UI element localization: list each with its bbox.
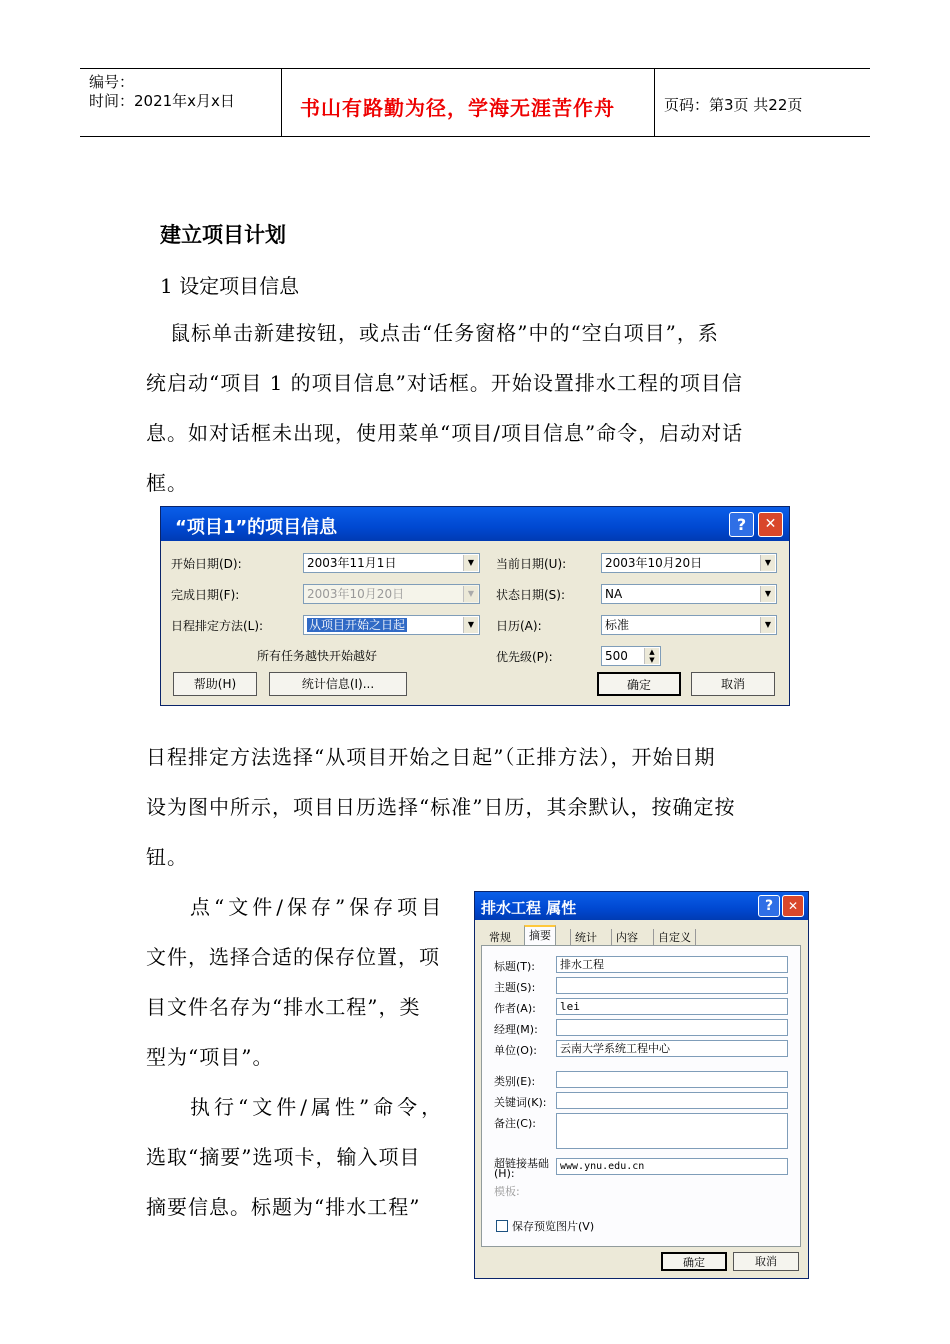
subject-field[interactable] [556, 977, 788, 994]
tab-custom[interactable]: 自定义 [653, 929, 696, 945]
paragraph-1-line: 鼠标单击新建按钮，或点击“任务窗格”中的“空白项目”，系 [170, 321, 719, 345]
paragraph-1-line: 息。如对话框未出现，使用菜单“项目/项目信息”命令，启动对话 [146, 421, 744, 445]
tab-contents[interactable]: 内容 [611, 929, 642, 945]
properties-title-bar [475, 892, 808, 920]
properties-dialog [474, 891, 809, 1279]
schedule-from-label: 日程排定方法(L): [171, 619, 264, 633]
status-date-dropdown-icon[interactable]: ▼ [760, 586, 775, 602]
save-preview-checkbox[interactable] [496, 1220, 508, 1232]
properties-title: 排水工程 属性 [481, 899, 577, 917]
keywords-field[interactable] [556, 1092, 788, 1109]
header-number-label: 编号： [89, 73, 135, 91]
paragraph-3-line: 目文件名存为“排水工程”，类 [146, 995, 421, 1019]
category-label: 类别(E): [494, 1075, 536, 1088]
calendar-value: 标准 [605, 618, 630, 632]
paragraph-2-line: 日程排定方法选择“从项目开始之日起”（正排方法），开始日期 [146, 745, 716, 769]
finish-date-label: 完成日期(F): [171, 588, 240, 602]
subsection-title: 1 设定项目信息 [160, 274, 300, 298]
paragraph-3-line: 摘要信息。标题为“排水工程” [146, 1195, 421, 1219]
tab-general[interactable]: 常规 [489, 931, 511, 944]
paragraph-2-line: 钮。 [146, 845, 188, 869]
title-label: 标题(T): [494, 960, 536, 973]
properties-ok-button[interactable]: 确定 [661, 1252, 727, 1271]
paragraph-1-line: 框。 [146, 471, 188, 495]
manager-label: 经理(M): [494, 1023, 538, 1036]
close-icon[interactable]: ✕ [758, 512, 783, 537]
paragraph-3-line: 选取“摘要”选项卡，输入项目 [146, 1145, 421, 1169]
paragraph-2 [146, 732, 826, 882]
ok-button[interactable]: 确定 [597, 672, 681, 696]
priority-stepper[interactable] [601, 646, 661, 666]
header-top-rule [80, 68, 870, 69]
project-info-title: “项目1”的项目信息 [175, 517, 338, 538]
status-date-value: NA [605, 587, 623, 601]
close-icon[interactable]: ✕ [782, 895, 804, 917]
section-title: 建立项目计划 [160, 223, 286, 247]
priority-value: 500 [605, 649, 628, 663]
current-date-dropdown-icon[interactable]: ▼ [760, 555, 775, 571]
company-label: 单位(O): [494, 1044, 537, 1057]
paragraph-3-line: 型为“项目”。 [146, 1045, 274, 1069]
paragraph-3-line: 执行“文件/属性”命令， [190, 1095, 446, 1119]
hyperlink-base-label-key: (H): [494, 1167, 515, 1180]
subject-label: 主题(S): [494, 981, 536, 994]
calendar-select[interactable] [601, 615, 777, 635]
properties-cancel-button[interactable]: 取消 [733, 1252, 799, 1271]
author-field[interactable]: lei [556, 998, 788, 1015]
title-field[interactable]: 排水工程 [556, 956, 788, 973]
header-bottom-rule [80, 136, 870, 137]
status-date-field[interactable] [601, 584, 777, 604]
schedule-from-select[interactable] [303, 615, 480, 635]
paragraph-1-line: 统启动“项目 1 的项目信息”对话框。开始设置排水工程的项目信 [146, 371, 743, 395]
header-divider-right [654, 68, 655, 136]
tab-summary-label: 摘要 [529, 929, 551, 942]
calendar-dropdown-icon[interactable]: ▼ [760, 617, 775, 633]
paragraph-2-line: 设为图中所示，项目日历选择“标准”日历，其余默认，按确定按 [146, 795, 736, 819]
template-label: 模板: [494, 1185, 520, 1198]
calendar-label: 日历(A): [496, 619, 542, 633]
project-info-dialog [160, 506, 790, 706]
summary-panel [481, 945, 801, 1247]
header-motto: 书山有路勤为径，学海无涯苦作舟 [300, 96, 615, 120]
company-field[interactable]: 云南大学系统工程中心 [556, 1040, 788, 1057]
hyperlink-base-field[interactable]: www.ynu.edu.cn [556, 1158, 788, 1175]
statistics-button[interactable]: 统计信息(I)... [269, 672, 407, 696]
schedule-from-value: 从项目开始之日起 [309, 618, 406, 632]
paragraph-3-line: 点“文件/保存”保存项目 [190, 895, 446, 919]
priority-label: 优先级(P): [496, 650, 553, 664]
cancel-button[interactable]: 取消 [691, 672, 775, 696]
current-date-label: 当前日期(U): [496, 557, 567, 571]
header-divider-left [281, 68, 282, 136]
start-date-value: 2003年11月1日 [307, 556, 397, 570]
header-time-label: 时间：2021年x月x日 [89, 92, 235, 110]
help-icon[interactable]: ? [729, 512, 754, 537]
priority-spin-icon[interactable]: ▲ ▼ [644, 648, 659, 664]
current-date-field[interactable] [601, 553, 777, 573]
current-date-value: 2003年10月20日 [605, 556, 703, 570]
finish-date-dropdown-icon: ▼ [463, 586, 478, 602]
author-label: 作者(A): [494, 1002, 536, 1015]
paragraph-1 [146, 308, 826, 508]
tab-statistics[interactable]: 统计 [570, 929, 601, 945]
schedule-note: 所有任务越快开始越好 [257, 649, 378, 663]
comments-label: 备注(C): [494, 1117, 536, 1130]
start-date-dropdown-icon[interactable]: ▼ [463, 555, 478, 571]
help-icon[interactable]: ? [758, 895, 780, 917]
status-date-label: 状态日期(S): [496, 588, 566, 602]
hyperlink-base-label: 超链接基础 [494, 1157, 549, 1170]
help-button[interactable]: 帮助(H) [173, 672, 257, 696]
header-page-info: 页码：第3页 共22页 [664, 96, 803, 114]
schedule-from-dropdown-icon[interactable]: ▼ [463, 617, 478, 633]
paragraph-3-line: 文件，选择合适的保存位置，项 [146, 945, 440, 969]
keywords-label: 关键词(K): [494, 1096, 547, 1109]
finish-date-field [303, 584, 480, 604]
finish-date-value: 2003年10月20日 [307, 587, 405, 601]
paragraph-3 [146, 882, 476, 1232]
project-info-title-bar [161, 507, 789, 541]
start-date-label: 开始日期(D): [171, 557, 242, 571]
save-preview-label: 保存预览图片(V) [512, 1220, 595, 1233]
category-field[interactable] [556, 1071, 788, 1088]
comments-field[interactable] [556, 1113, 788, 1149]
manager-field[interactable] [556, 1019, 788, 1036]
tab-summary[interactable] [524, 925, 556, 947]
start-date-field[interactable] [303, 553, 480, 573]
